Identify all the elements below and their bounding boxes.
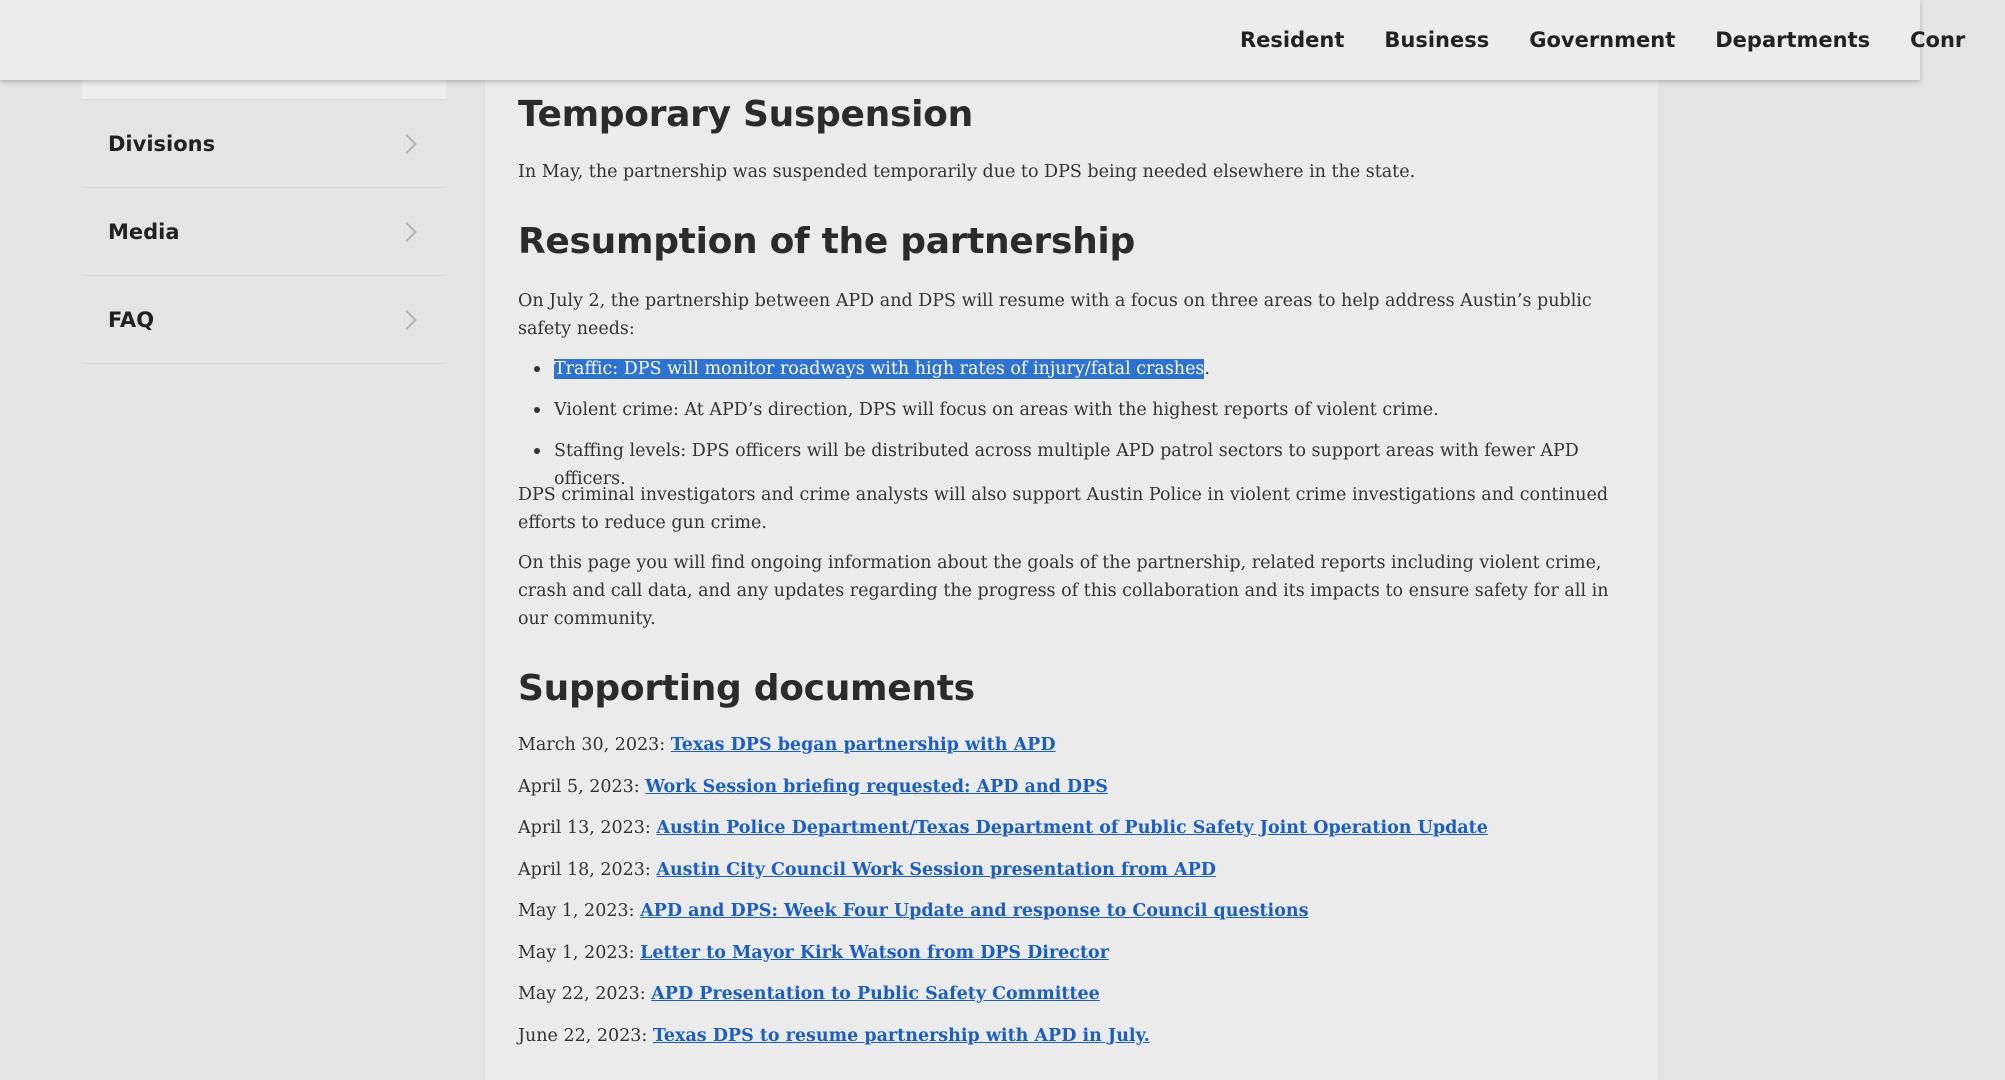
list-item-staffing: Staffing levels: DPS officers will be distributed across multiple APD patrol sectors to support areas with fewer APD officers. — [554, 437, 1634, 478]
document-date: April 13, 2023: — [518, 818, 651, 838]
nav-business[interactable]: Business — [1384, 28, 1490, 52]
nav-resident[interactable]: Resident — [1240, 28, 1345, 52]
heading-temporary-suspension: Temporary Suspension — [518, 94, 973, 135]
chevron-right-icon — [397, 222, 417, 242]
nav-government[interactable]: Government — [1529, 28, 1676, 52]
list-item — [518, 980, 1618, 1022]
document-link[interactable]: Texas DPS began partnership with APD — [670, 735, 1056, 755]
document-date: April 18, 2023: — [518, 859, 651, 880]
sidebar-item-faq[interactable] — [82, 276, 446, 364]
document-link[interactable]: APD Presentation to Public Safety Committee — [651, 984, 1100, 1004]
investigators-paragraph: DPS criminal investigators and crime analysts will also support Austin Police in violent crime investigations and continued efforts to reduce gun crime. — [518, 485, 1609, 533]
ongoing-info-paragraph: On this page you will find ongoing information about the goals of the partnership, related reports including violent crime, crash and call data, and any updates regarding the progress of this collaboration and its impacts to ensure safety for all in our community. — [518, 553, 1609, 629]
list-item — [518, 897, 1618, 939]
list-item — [518, 731, 1618, 773]
focus-areas-list — [554, 355, 1634, 489]
chevron-right-icon — [397, 134, 417, 154]
document-link[interactable]: APD and DPS: Week Four Update and response to Council questions — [640, 901, 1309, 921]
list-item-violent-crime: Violent crime: At APD’s direction, DPS will focus on areas with the highest reports of violent crime. — [554, 396, 1634, 437]
supporting-documents-list — [518, 731, 1618, 1063]
suspension-text: In May, the partnership was suspended temporarily due to DPS being needed elsewhere in the state. — [518, 162, 1416, 182]
document-date: March 30, 2023: — [518, 735, 666, 755]
sidebar-item-label: Divisions — [108, 131, 216, 156]
list-item-traffic — [554, 355, 1634, 396]
list-item — [518, 856, 1618, 898]
document-date: June 22, 2023: — [518, 1025, 648, 1046]
list-item — [518, 1022, 1618, 1064]
document-link[interactable]: Austin Police Department/Texas Department of Public Safety Joint Operation Update — [656, 818, 1488, 838]
list-item — [518, 814, 1618, 856]
sidebar-top-strip — [82, 80, 446, 100]
heading-resumption: Resumption of the partnership — [518, 221, 1135, 262]
main-nav — [1240, 0, 2005, 80]
list-item — [518, 939, 1618, 981]
nav-conr[interactable]: Conr — [1910, 28, 1966, 52]
document-date: May 22, 2023: — [518, 984, 646, 1004]
resumption-intro: On July 2, the partnership between APD and DPS will resume with a focus on three areas to help address Austin’s public safety needs: — [518, 291, 1592, 339]
selected-text[interactable]: Traffic: DPS will monitor roadways with high rates of injury/fatal crashes — [554, 359, 1205, 379]
sidebar-item-label: FAQ — [108, 307, 155, 332]
sidebar-item-media[interactable] — [82, 188, 446, 276]
document-link[interactable]: Letter to Mayor Kirk Watson from DPS Director — [640, 942, 1109, 963]
bullet-end: . — [1204, 359, 1210, 379]
document-date: May 1, 2023: — [518, 942, 635, 963]
document-link[interactable]: Work Session briefing requested: APD and DPS — [645, 776, 1108, 797]
list-item — [518, 773, 1618, 815]
sidebar-item-label: Media — [108, 219, 180, 244]
sidebar-item-divisions[interactable] — [82, 100, 446, 188]
chevron-right-icon — [397, 310, 417, 330]
document-link[interactable]: Austin City Council Work Session presentation from APD — [656, 859, 1216, 880]
document-date: May 1, 2023: — [518, 901, 635, 921]
sidebar — [82, 80, 446, 364]
nav-departments[interactable]: Departments — [1715, 28, 1871, 52]
document-link[interactable]: Texas DPS to resume partnership with APD in July. — [652, 1025, 1150, 1046]
document-date: April 5, 2023: — [518, 776, 640, 797]
heading-supporting-documents: Supporting documents — [518, 668, 975, 709]
top-navigation-bar — [0, 0, 1966, 80]
